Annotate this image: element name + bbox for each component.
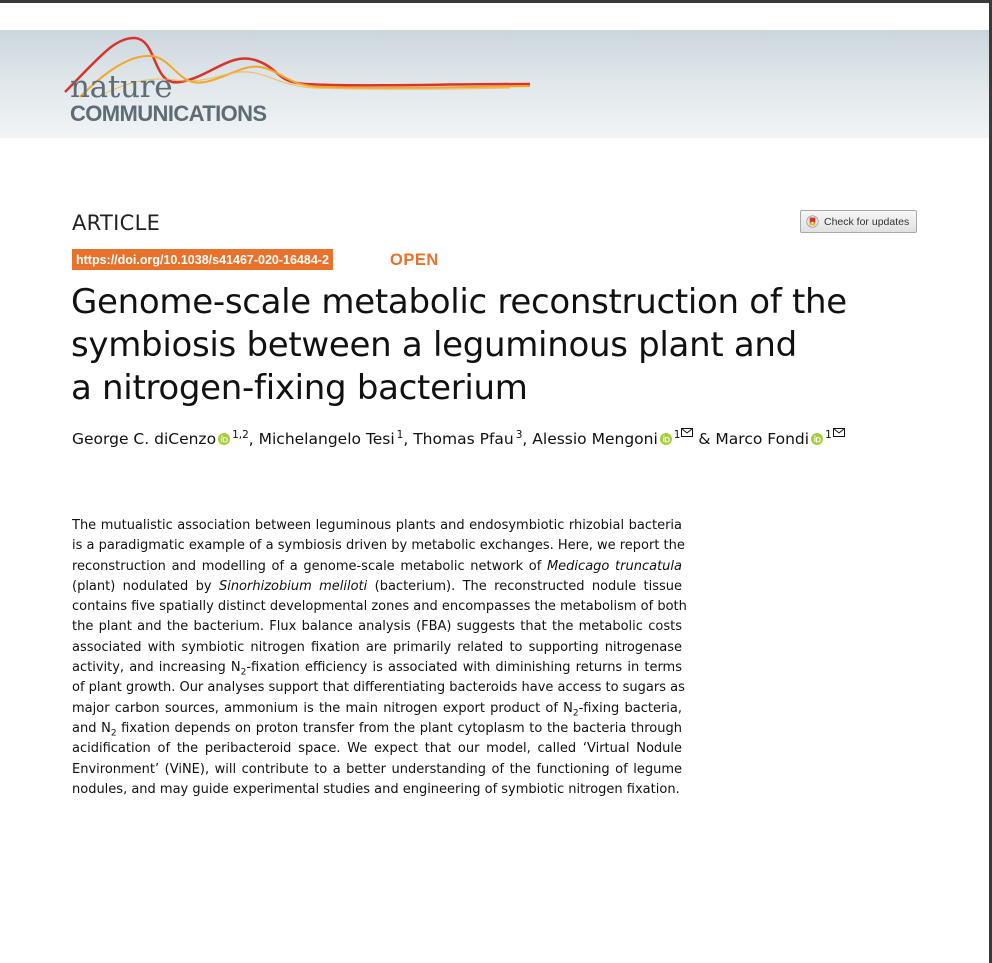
author-separator: , — [248, 430, 259, 448]
abstract-line: major carbon sources, ammonium is the main nitrogen export product of $N_2$-fixing bacteria, — [72, 700, 682, 719]
title-line: symbiosis between a leguminous plant and — [71, 325, 797, 365]
author-name[interactable]: George C. diCenzo — [72, 430, 217, 448]
check-for-updates-label: Check for updates — [824, 215, 910, 228]
abstract-line: of plant growth. Our analyses support that differentiating bacteroids have access to sugars as — [72, 680, 685, 696]
window-top-border — [0, 0, 992, 3]
check-for-updates-button[interactable] — [800, 210, 917, 233]
orcid-icon[interactable] — [660, 433, 672, 445]
abstract-line: Environment’ (ViNE), will contribute to a better understanding of the functioning of legume — [72, 761, 682, 777]
abstract-line: (plant) nodulated by Sinorhizobium meliloti (bacterium). The reconstructed nodule tissue — [72, 578, 682, 594]
email-icon[interactable] — [681, 428, 693, 437]
author-name[interactable]: Marco Fondi — [715, 430, 810, 448]
abstract-line: is a paradigmatic example of a symbiosis driven by metabolic exchanges. Here, we report the — [72, 538, 685, 554]
species-name: Sinorhizobium meliloti — [218, 578, 368, 594]
journal-name-communications: COMMUNICATIONS — [70, 101, 267, 126]
abstract-line: nodules, and may guide experimental studies and engineering of symbiotic nitrogen fixation. — [72, 781, 680, 797]
journal-masthead — [0, 30, 989, 138]
article-type-label: ARTICLE — [72, 211, 161, 235]
author-separator: & — [693, 430, 716, 448]
article-title — [71, 281, 951, 410]
affiliation-superscript: 3 — [515, 429, 523, 441]
orcid-icon[interactable] — [218, 433, 230, 445]
title-line: Genome-scale metabolic reconstruction of the — [71, 282, 847, 322]
affiliation-superscript: 1,2 — [232, 429, 249, 441]
journal-name-nature: nature — [70, 69, 173, 105]
abstract-line: and $N_2$ fixation depends on proton transfer from the plant cytoplasm to the bacteria through — [72, 720, 682, 739]
doi-link[interactable]: https://doi.org/10.1038/s41467-020-16484-2 — [72, 249, 333, 270]
author-name[interactable]: Michelangelo Tesi — [258, 430, 395, 448]
author-name[interactable]: Thomas Pfau — [413, 430, 514, 448]
author-name[interactable]: Alessio Mengoni — [532, 430, 658, 448]
abstract-line: associated with symbiotic nitrogen fixation are primarily related to supporting nitrogenase — [72, 639, 682, 655]
crossmark-icon — [806, 215, 819, 228]
orcid-icon[interactable] — [811, 433, 823, 445]
abstract-line: reconstruction and modelling of a genome-scale metabolic network of Medicago truncatula — [72, 558, 682, 574]
author-separator: , — [403, 430, 414, 448]
abstract-line: activity, and increasing $N_2$-fixation efficiency is associated with diminishing returns in terms — [72, 660, 682, 678]
abstract-line: the plant and the bacterium. Flux balance analysis (FBA) suggests that the metabolic costs — [72, 619, 682, 635]
author-separator: , — [522, 430, 533, 448]
author-list — [72, 428, 952, 448]
species-name: Medicago truncatula — [546, 558, 682, 574]
abstract-line: acidification of the peribacteroid space. We expect that our model, called ‘Virtual Nodule — [72, 741, 682, 757]
affiliation-superscript: 1 — [825, 429, 845, 441]
affiliation-superscript: 1 — [674, 429, 694, 441]
title-line: a nitrogen-fixing bacterium — [71, 368, 528, 408]
abstract-line: The mutualistic association between leguminous plants and endosymbiotic rhizobial bacteria — [72, 518, 682, 533]
affiliation-superscript: 1 — [396, 429, 404, 441]
abstract — [72, 516, 687, 800]
open-access-badge: OPEN — [390, 251, 439, 269]
email-icon[interactable] — [833, 428, 845, 437]
abstract-line: contains five spatially distinct developmental zones and encompasses the metabolism of both — [72, 599, 687, 615]
